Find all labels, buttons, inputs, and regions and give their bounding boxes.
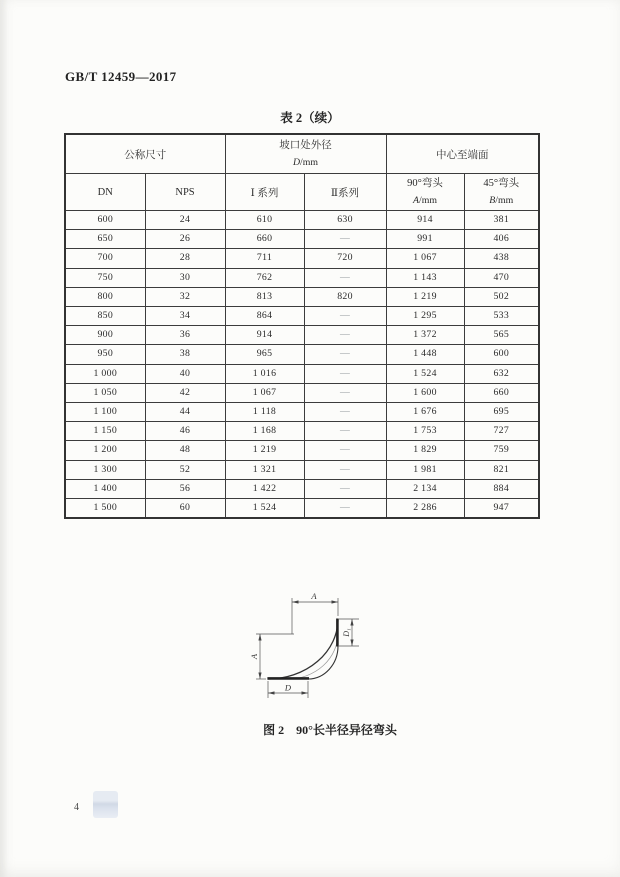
table-cell: 759 <box>464 441 539 460</box>
table-cell: — <box>304 345 386 364</box>
table-cell: 46 <box>145 422 225 441</box>
dim-label-top: A <box>311 591 317 601</box>
reducing-elbow-diagram <box>232 585 427 725</box>
elbow-inner-arc <box>308 646 338 679</box>
table-cell: 1 448 <box>386 345 464 364</box>
table-cell: 1 219 <box>386 287 464 306</box>
dim-label-bottom: D <box>284 682 292 693</box>
arrowhead <box>350 619 353 626</box>
table-cell: 850 <box>65 307 145 326</box>
table-row <box>65 287 539 306</box>
table-cell: — <box>304 479 386 498</box>
table-cell: 1 753 <box>386 422 464 441</box>
arrowhead <box>258 673 261 680</box>
table-row <box>65 479 539 498</box>
table-cell: 52 <box>145 460 225 479</box>
table-cell: 1 676 <box>386 403 464 422</box>
table-cell: — <box>304 499 386 519</box>
col-nps: NPS <box>145 174 225 211</box>
table-cell: 711 <box>225 249 304 268</box>
table-cell: 914 <box>225 326 304 345</box>
table-cell: 700 <box>65 249 145 268</box>
table-cell: 565 <box>464 326 539 345</box>
table-row <box>65 383 539 402</box>
table-cell: — <box>304 403 386 422</box>
table-cell: 947 <box>464 499 539 519</box>
table-row <box>65 460 539 479</box>
arrowhead <box>268 691 275 694</box>
table-cell: 1 016 <box>225 364 304 383</box>
table-cell: 1 067 <box>386 249 464 268</box>
table-cell: 965 <box>225 345 304 364</box>
table-cell: 600 <box>65 211 145 230</box>
table-cell: 1 118 <box>225 403 304 422</box>
table-header-groups <box>65 134 539 174</box>
table-cell: 1 150 <box>65 422 145 441</box>
table-cell: 1 372 <box>386 326 464 345</box>
table-cell: 1 219 <box>225 441 304 460</box>
table-cell: 38 <box>145 345 225 364</box>
table-cell: 1 200 <box>65 441 145 460</box>
table-row <box>65 326 539 345</box>
col-45-elbow <box>464 174 539 211</box>
table-cell: 1 168 <box>225 422 304 441</box>
table-cell: 1 422 <box>225 479 304 498</box>
table-cell: 914 <box>386 211 464 230</box>
table-cell: 32 <box>145 287 225 306</box>
table-cell: 900 <box>65 326 145 345</box>
table-cell: 30 <box>145 268 225 287</box>
table-cell: 991 <box>386 230 464 249</box>
table-cell: 28 <box>145 249 225 268</box>
figure-2-drawing <box>232 585 427 725</box>
table-cell: — <box>304 268 386 287</box>
table-cell: 1 300 <box>65 460 145 479</box>
dim-label-left: A <box>249 653 259 660</box>
table-row <box>65 249 539 268</box>
table-cell: 1 400 <box>65 479 145 498</box>
table-cell: 800 <box>65 287 145 306</box>
elbow-centerline <box>288 633 338 679</box>
table-cell: 650 <box>65 230 145 249</box>
table-row <box>65 441 539 460</box>
table-cell: 48 <box>145 441 225 460</box>
table-row <box>65 268 539 287</box>
dim-label-right: D₁ <box>342 628 351 637</box>
table-cell: 632 <box>464 364 539 383</box>
table-cell: 727 <box>464 422 539 441</box>
table-cell: 630 <box>304 211 386 230</box>
header-outside-diameter <box>225 134 386 174</box>
table-cell: — <box>304 326 386 345</box>
table-row <box>65 364 539 383</box>
table-cell: 2 134 <box>386 479 464 498</box>
arrowhead <box>258 634 261 641</box>
col-90-line1: 90°弯头 <box>407 178 443 190</box>
table-cell: 1 829 <box>386 441 464 460</box>
arrowhead <box>302 691 309 694</box>
table-cell: 502 <box>464 287 539 306</box>
table-cell: 660 <box>225 230 304 249</box>
header-od-line2: D/mm <box>292 156 319 168</box>
table-cell: 600 <box>464 345 539 364</box>
table-cell: 533 <box>464 307 539 326</box>
arrowhead <box>292 600 299 603</box>
table-row <box>65 499 539 519</box>
table-cell: 950 <box>65 345 145 364</box>
table-cell: 660 <box>464 383 539 402</box>
table-body <box>65 211 539 519</box>
page-number: 4 <box>74 802 79 813</box>
table-cell: 2 286 <box>386 499 464 519</box>
table-cell: 1 143 <box>386 268 464 287</box>
table-cell: 1 067 <box>225 383 304 402</box>
table-row <box>65 230 539 249</box>
table-cell: 1 321 <box>225 460 304 479</box>
table-cell: 36 <box>145 326 225 345</box>
table-cell: 44 <box>145 403 225 422</box>
col-90-line2: A/mm <box>413 194 437 206</box>
table-cell: — <box>304 422 386 441</box>
table-cell: 1 050 <box>65 383 145 402</box>
col-series1: Ⅰ 系列 <box>225 174 304 211</box>
col-45-line2: B/mm <box>489 194 514 206</box>
table-cell: 610 <box>225 211 304 230</box>
table-cell: 1 981 <box>386 460 464 479</box>
table-cell: 720 <box>304 249 386 268</box>
standard-number: GB/T 12459—2017 <box>65 69 177 84</box>
table-cell: 1 500 <box>65 499 145 519</box>
header-center-to-end: 中心至端面 <box>386 134 539 174</box>
table-cell: 1 524 <box>225 499 304 519</box>
table-row <box>65 403 539 422</box>
table-cell: 1 524 <box>386 364 464 383</box>
table-cell: 470 <box>464 268 539 287</box>
table-cell: 864 <box>225 307 304 326</box>
table-cell: — <box>304 383 386 402</box>
col-90-elbow <box>386 174 464 211</box>
table-cell: 406 <box>464 230 539 249</box>
table-row <box>65 211 539 230</box>
table-cell: 381 <box>464 211 539 230</box>
scan-smudge-watermark <box>93 791 118 818</box>
header-od-line1: 坡口处外径 <box>279 140 332 152</box>
elbow-dimension-table <box>64 133 540 519</box>
table-cell: 56 <box>145 479 225 498</box>
col-45-line1: 45°弯头 <box>483 178 520 190</box>
arrowhead <box>350 640 353 647</box>
table-cell: 1 100 <box>65 403 145 422</box>
table-cell: — <box>304 460 386 479</box>
table-header-columns <box>65 174 539 211</box>
table-cell: 1 000 <box>65 364 145 383</box>
col-dn: DN <box>65 174 145 211</box>
table-cell: — <box>304 307 386 326</box>
table-cell: 60 <box>145 499 225 519</box>
col-series2: Ⅱ系列 <box>304 174 386 211</box>
table-cell: 750 <box>65 268 145 287</box>
figure-caption: 图 2 90°长半径异径弯头 <box>263 723 397 737</box>
header-nominal-size: 公称尺寸 <box>65 134 225 174</box>
table-row <box>65 422 539 441</box>
table-title: 表 2（续） <box>280 111 340 125</box>
table-cell: — <box>304 441 386 460</box>
table-cell: 884 <box>464 479 539 498</box>
table-cell: 40 <box>145 364 225 383</box>
table-cell: 1 600 <box>386 383 464 402</box>
arrowhead <box>332 600 339 603</box>
table-cell: 26 <box>145 230 225 249</box>
table-cell: 813 <box>225 287 304 306</box>
table-row <box>65 345 539 364</box>
table-cell: — <box>304 230 386 249</box>
table-cell: 821 <box>464 460 539 479</box>
table-cell: 438 <box>464 249 539 268</box>
table-cell: 24 <box>145 211 225 230</box>
elbow-outer-arc <box>268 619 338 679</box>
table-cell: — <box>304 364 386 383</box>
table-cell: 34 <box>145 307 225 326</box>
table-cell: 695 <box>464 403 539 422</box>
table-cell: 762 <box>225 268 304 287</box>
table-cell: 42 <box>145 383 225 402</box>
table-cell: 1 295 <box>386 307 464 326</box>
table-cell: 820 <box>304 287 386 306</box>
table-row <box>65 307 539 326</box>
